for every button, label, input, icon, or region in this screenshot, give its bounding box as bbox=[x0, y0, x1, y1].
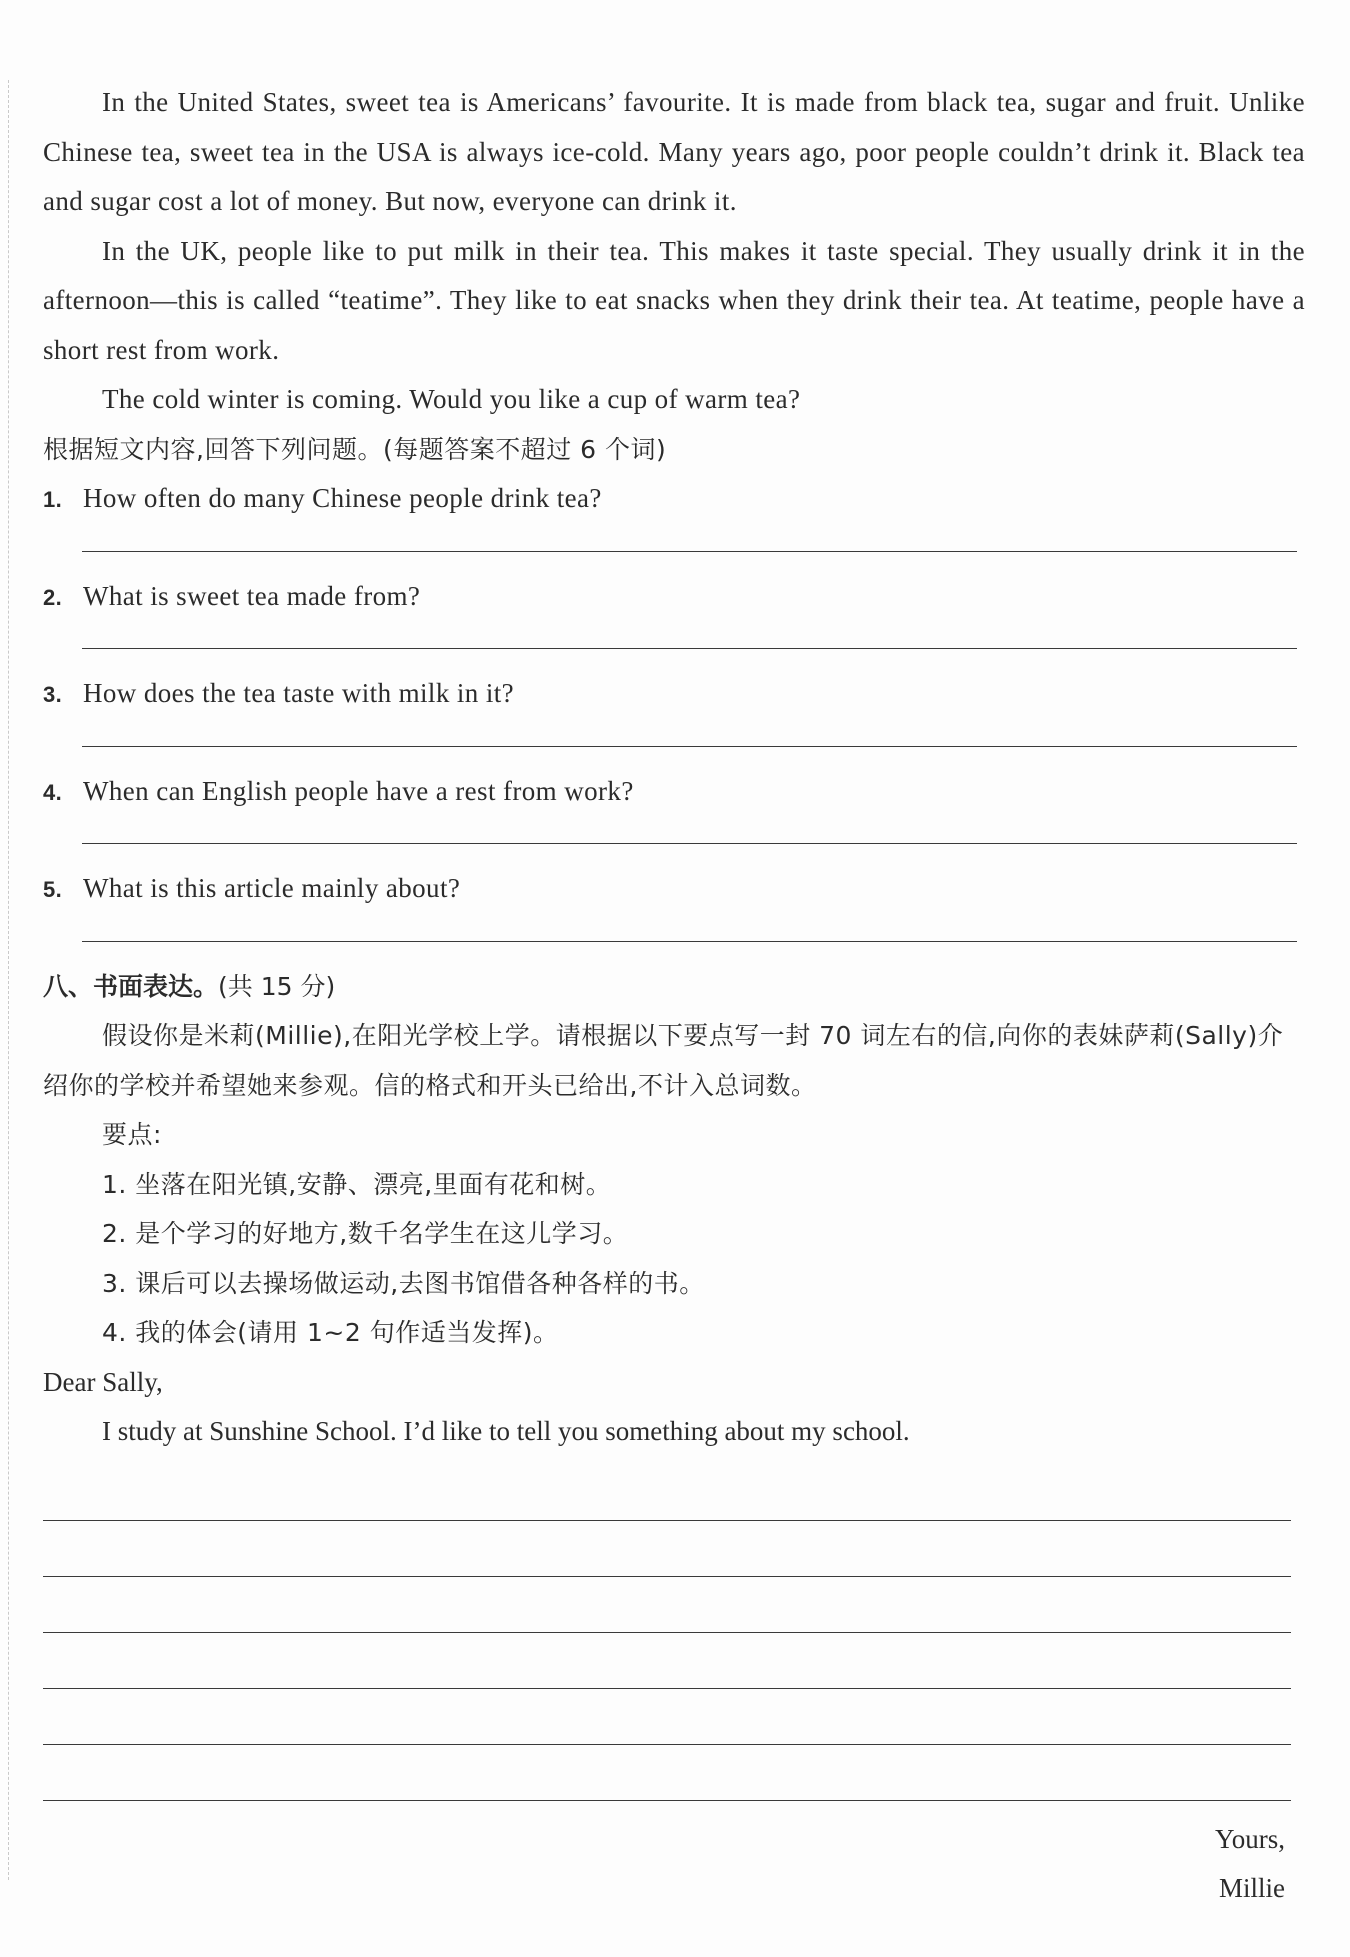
writing-line-6[interactable] bbox=[43, 1745, 1291, 1801]
question-text: What is this article mainly about? bbox=[83, 873, 461, 903]
passage-paragraph-3: The cold winter is coming. Would you like a cup of warm tea? bbox=[102, 384, 801, 414]
writing-line-2[interactable] bbox=[43, 1521, 1291, 1577]
letter-greeting: Dear Sally, bbox=[43, 1366, 163, 1397]
question-number: 4. bbox=[43, 779, 63, 805]
section-score: (共 15 分) bbox=[218, 971, 336, 1001]
letter-signature: Millie bbox=[1219, 1873, 1285, 1903]
writing-line-3[interactable] bbox=[43, 1577, 1291, 1633]
letter-opening: I study at Sunshine School. I’d like to tell you something about my school. bbox=[102, 1416, 910, 1446]
passage-paragraph-1: In the United States, sweet tea is Americans’ favourite. It is made from black tea, sugar and fruit. Unlike Chinese tea, sweet tea in the USA is always ice-cold. Many years ago, poor people couldn’t drink it. Black tea and sugar cost a lot of money. But now, everyone can drink it. bbox=[43, 87, 1305, 216]
question-text: How often do many Chinese people drink tea? bbox=[83, 483, 602, 513]
writing-section-title bbox=[43, 962, 1305, 1012]
question-instruction: 根据短文内容,回答下列问题。(每题答案不超过 6 个词) bbox=[43, 434, 667, 464]
point-item-3: 3. 课后可以去操场做运动,去图书馆借各种各样的书。 bbox=[102, 1268, 705, 1298]
question-number: 2. bbox=[43, 584, 63, 610]
writing-line-5[interactable] bbox=[43, 1689, 1291, 1745]
writing-line-1[interactable] bbox=[43, 1465, 1291, 1521]
letter-closing: Yours, bbox=[1214, 1823, 1285, 1854]
question-number: 1. bbox=[43, 487, 63, 512]
question-number: 3. bbox=[43, 682, 63, 707]
points-label: 要点: bbox=[102, 1120, 162, 1149]
point-item-4: 4. 我的体会(请用 1~2 句作适当发挥)。 bbox=[102, 1318, 559, 1347]
question-text: What is sweet tea made from? bbox=[83, 580, 421, 611]
section-heading: 八、书面表达。 bbox=[43, 971, 219, 1001]
point-item-2: 2. 是个学习的好地方,数千名学生在这儿学习。 bbox=[102, 1219, 629, 1248]
question-text: How does the tea taste with milk in it? bbox=[83, 678, 515, 708]
binding-margin-rule bbox=[8, 80, 9, 1880]
writing-line-4[interactable] bbox=[43, 1633, 1291, 1689]
passage-paragraph-2: In the UK, people like to put milk in their tea. This makes it taste special. They usually drink it in the afternoon—this is called “teatime”. They like to eat snacks when they drink their tea. At teatime, people have a short rest from work. bbox=[43, 235, 1305, 365]
point-item-1: 1. 坐落在阳光镇,安静、漂亮,里面有花和树。 bbox=[102, 1169, 612, 1199]
question-list bbox=[43, 474, 1305, 942]
writing-area bbox=[43, 1465, 1305, 1801]
question-number: 5. bbox=[43, 877, 63, 902]
question-text: When can English people have a rest from work? bbox=[83, 775, 634, 806]
worksheet-content bbox=[43, 78, 1305, 1914]
writing-prompt: 假设你是米莉(Millie),在阳光学校上学。请根据以下要点写一封 70 词左右的信,向你的表妹萨莉(Sally)介绍你的学校并希望她来参观。信的格式和开头已给出,不计入总词数。 bbox=[43, 1021, 1284, 1100]
